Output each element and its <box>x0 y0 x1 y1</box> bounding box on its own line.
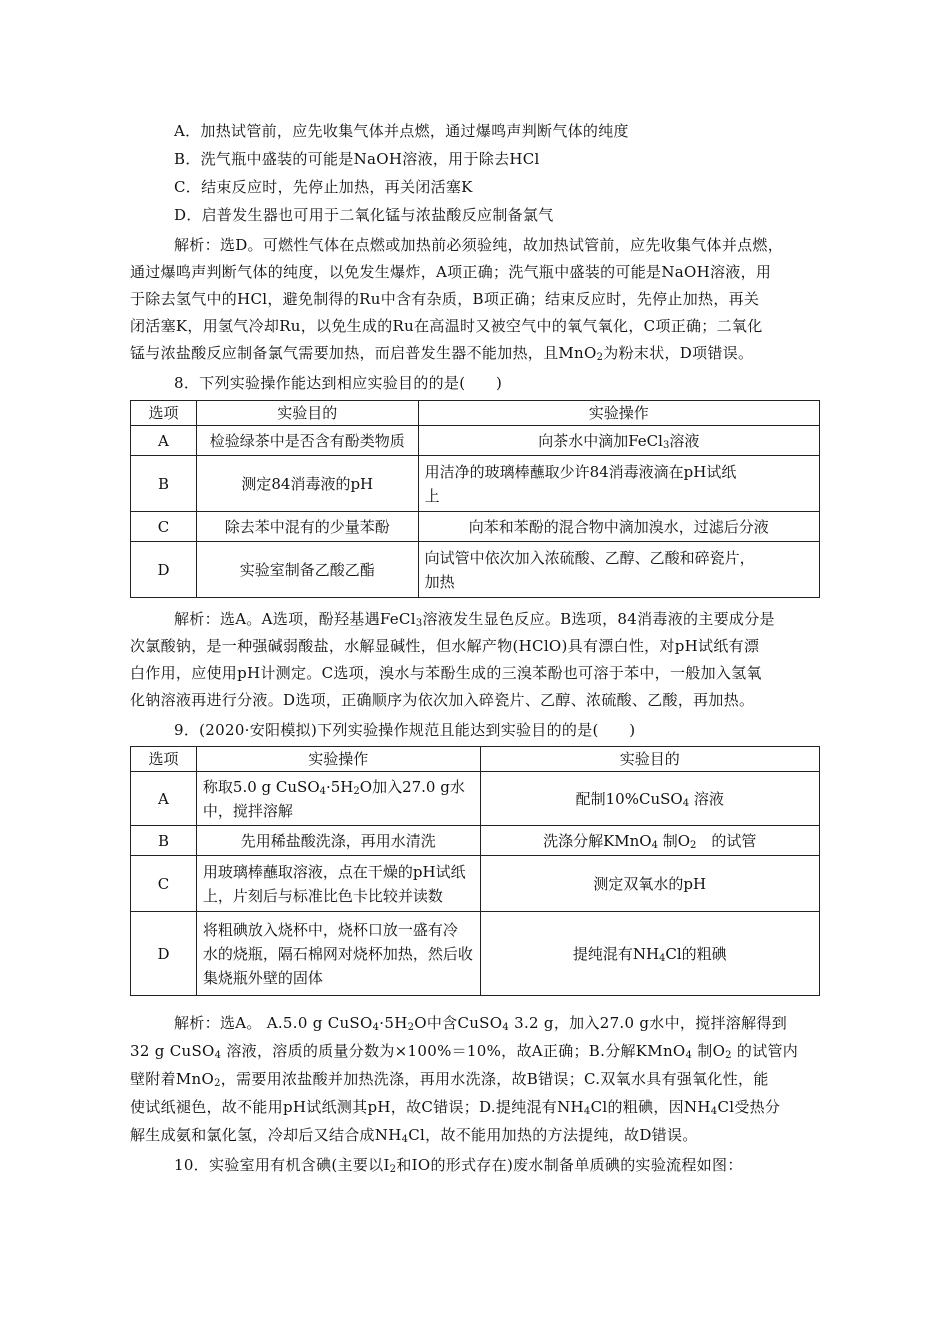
analysis-line: 壁附着MnO$_2$，需要用浓盐酸并加热洗涤，再用水洗涤，故B错误；C.双氧水具有强氧化性，能 <box>130 1070 769 1089</box>
header-cell: 实验操作 <box>196 747 480 772</box>
analysis-line: 锰与浓盐酸反应制备氯气需要加热，而启普发生器不能加热，且MnO$_2$为粉末状，D项错误。 <box>130 344 754 363</box>
analysis-line: 解析：选D。可燃性气体在点燃或加热前必须验纯，故加热试管前，应先收集气体并点燃， <box>174 236 784 254</box>
option-cell: C <box>131 856 197 912</box>
question-9-stem: 9．(2020·安阳模拟)下列实验操作规范且能达到实验目的的是( ) <box>174 721 636 739</box>
option-cell: C <box>131 512 197 542</box>
table-row <box>131 542 820 598</box>
option-cell: D <box>131 542 197 598</box>
option-a: A．加热试管前，应先收集气体并点燃，通过爆鸣声判断气体的纯度 <box>174 122 629 140</box>
option-cell: A <box>131 426 197 456</box>
question-9-table <box>130 746 820 996</box>
operation-cell: 用玻璃棒蘸取溶液，点在干燥的pH试纸 上，片刻后与标准比色卡比较并读数 <box>196 856 480 912</box>
analysis-line: 次氯酸钠，是一种强碱弱酸盐，水解显碱性，但水解产物(HClO)具有漂白性，对pH试纸有漂 <box>130 637 760 655</box>
operation-cell: 将粗碘放入烧杯中，烧杯口放一盛有冷 水的烧瓶，隔石棉网对烧杯加热，然后收 集烧瓶外壁的固体 <box>196 912 480 996</box>
analysis-line: 白作用，应使用pH计测定。C选项，溴水与苯酚生成的三溴苯酚也可溶于苯中，一般加入氢氧 <box>130 664 762 682</box>
operation-cell: 先用稀盐酸洗涤，再用水清洗 <box>196 826 480 856</box>
analysis-line: 32 g CuSO$_4$ 溶液，溶质的质量分数为×100%＝10%，故A正确；B.分解KMnO$_4$ 制$O_2$ 的试管内 <box>130 1042 799 1061</box>
table-row <box>131 826 820 856</box>
analysis-line: 闭活塞K，用氢气冷却Ru，以免生成的Ru在高温时又被空气中的氧气氧化，C项正确；二氧化 <box>130 317 763 335</box>
operation-cell: 向苯和苯酚的混合物中滴加溴水，过滤后分液 <box>418 512 819 542</box>
analysis-line: 于除去氢气中的HCl，避免制得的Ru中含有杂质，B项正确；结束反应时，先停止加热，再关 <box>130 290 760 308</box>
goal-cell: 配制10%CuSO$_4$ 溶液 <box>480 772 819 826</box>
analysis-line: 化钠溶液再进行分液。D选项，正确顺序为依次加入碎瓷片、乙醇、浓硫酸、乙酸，再加热。 <box>130 691 755 709</box>
table-row <box>131 772 820 826</box>
option-cell: B <box>131 826 197 856</box>
question-8-table <box>130 400 820 598</box>
header-cell: 实验操作 <box>418 401 819 426</box>
analysis-line: 解生成氨和氯化氢，冷却后又结合成$NH_4Cl$，故不能用加热的方法提纯，故D错误。 <box>130 1126 698 1145</box>
table-header-row <box>131 747 820 772</box>
table-row <box>131 426 820 456</box>
goal-cell: 测定双氧水的pH <box>480 856 819 912</box>
table-row <box>131 856 820 912</box>
goal-cell: 提纯混有$NH_4Cl$的粗碘 <box>480 912 819 996</box>
table-row <box>131 456 820 512</box>
option-cell: D <box>131 912 197 996</box>
option-cell: A <box>131 772 197 826</box>
header-cell: 选项 <box>131 747 197 772</box>
analysis-line: 解析：选A。 A.5.0 g $CuSO_4\cdot 5H_2O$中含CuSO$_4$ 3.2 g，加入27.0 g水中，搅拌溶解得到 <box>174 1014 787 1033</box>
goal-cell: 洗涤分解KMnO$_4$ 制$O_2$ 的试管 <box>480 826 819 856</box>
operation-cell: 用洁净的玻璃棒蘸取少许84消毒液滴在pH试纸 上 <box>418 456 819 512</box>
operation-cell: 向茶水中滴加FeCl$_3$溶液 <box>418 426 819 456</box>
analysis-line: 解析：选A。A选项，酚羟基遇FeCl$_3$溶液发生显色反应。B选项，84消毒液的主要成分是 <box>174 610 775 629</box>
header-cell: 选项 <box>131 401 197 426</box>
table-row <box>131 512 820 542</box>
analysis-line: 通过爆鸣声判断气体的纯度，以免发生爆炸，A项正确；洗气瓶中盛装的可能是NaOH溶液，用 <box>130 263 772 281</box>
goal-cell: 检验绿茶中是否含有酚类物质 <box>196 426 418 456</box>
analysis-line: 使试纸褪色，故不能用pH试纸测其pH，故C错误；D.提纯混有$NH_4Cl$的粗碘，因$NH_4Cl$受热分 <box>130 1098 781 1117</box>
question-10-stem: 10．实验室用有机含碘(主要以$I_2$和IO的形式存在)废水制备单质碘的实验流程如图： <box>174 1156 743 1175</box>
table-row <box>131 912 820 996</box>
goal-cell: 测定84消毒液的pH <box>196 456 418 512</box>
header-cell: 实验目的 <box>480 747 819 772</box>
goal-cell: 实验室制备乙酸乙酯 <box>196 542 418 598</box>
operation-cell: 向试管中依次加入浓硫酸、乙醇、乙酸和碎瓷片， 加热 <box>418 542 819 598</box>
question-8-stem: 8．下列实验操作能达到相应实验目的的是( ) <box>174 374 503 392</box>
option-c: C．结束反应时，先停止加热，再关闭活塞K <box>174 178 473 196</box>
header-cell: 实验目的 <box>196 401 418 426</box>
table-header-row <box>131 401 820 426</box>
option-d: D．启普发生器也可用于二氧化锰与浓盐酸反应制备氯气 <box>174 206 554 224</box>
operation-cell: 称取5.0 g $CuSO_4\cdot 5H_2O$加入27.0 g水 中，搅拌溶解 <box>196 772 480 826</box>
option-cell: B <box>131 456 197 512</box>
goal-cell: 除去苯中混有的少量苯酚 <box>196 512 418 542</box>
option-b: B．洗气瓶中盛装的可能是NaOH溶液，用于除去HCl <box>174 150 540 168</box>
